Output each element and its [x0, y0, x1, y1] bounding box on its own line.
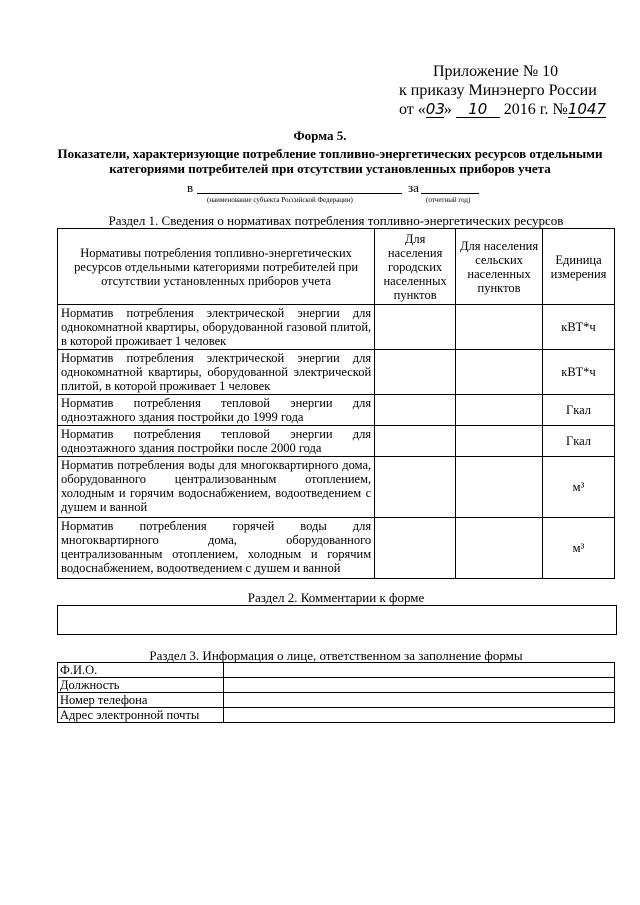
- order-number: 1047: [567, 100, 606, 118]
- table-header-row: [58, 229, 615, 305]
- urban-value-cell[interactable]: [375, 305, 456, 350]
- section3-title: Раздел 3. Информация о лице, ответственном за заполнение формы: [149, 648, 523, 663]
- table-row: [58, 395, 615, 426]
- table-row: [58, 457, 615, 518]
- date-month: 10: [456, 102, 500, 118]
- subject-caption: (наименование субъекта Российской Федерации): [207, 196, 353, 204]
- norm-name: Норматив потребления электрической энергии для однокомнатной квартиры, оборудованной газовой плитой, в которой проживает 1 человек: [58, 305, 375, 350]
- section2-title: Раздел 2. Комментарии к форме: [247, 590, 425, 605]
- rural-value-cell[interactable]: [456, 518, 543, 579]
- urban-value-cell[interactable]: [375, 518, 456, 579]
- form-title-line2: категориями потребителей при отсутствии установленных приборов учета: [109, 161, 551, 176]
- urban-value-cell[interactable]: [375, 395, 456, 426]
- col-header-norms: Нормативы потребления топливно-энергетических ресурсов отдельными категориями потребителей при отсутствии установленных приборов учета: [58, 229, 375, 305]
- urban-value-cell[interactable]: [375, 350, 456, 395]
- appendix-line2: к приказу Минэнерго России: [399, 82, 597, 99]
- rural-value-cell[interactable]: [456, 395, 543, 426]
- contact-label: Ф.И.О.: [58, 663, 224, 678]
- appendix-line1: Приложение № 10: [433, 63, 559, 80]
- contact-table: [57, 662, 615, 723]
- contact-label: Адрес электронной почты: [58, 708, 224, 723]
- appendix-block: [399, 62, 629, 119]
- col-header-unit: Единица измерения: [543, 229, 615, 305]
- subject-field[interactable]: [197, 193, 402, 194]
- unit-cell: м³: [543, 457, 615, 518]
- table-row: [58, 350, 615, 395]
- unit-cell: кВТ*ч: [543, 305, 615, 350]
- table-row: [58, 678, 615, 693]
- norm-name: Норматив потребления тепловой энергии для одноэтажного здания постройки после 2000 года: [58, 426, 375, 457]
- urban-value-cell[interactable]: [375, 426, 456, 457]
- unit-cell: Гкал: [543, 426, 615, 457]
- norm-name: Норматив потребления горячей воды для многоквартирного дома, оборудованного централизованным отоплением, холодным и горячим водоснабжением, водоотведением с душем и ванной: [58, 518, 375, 579]
- norm-name: Норматив потребления электрической энергии для однокомнатной квартиры, оборудованной электрической плитой, в которой проживает 1 человек: [58, 350, 375, 395]
- table-row: [58, 426, 615, 457]
- subject-prefix: в: [187, 180, 194, 195]
- contact-value-field[interactable]: [224, 663, 615, 678]
- contact-label: Номер телефона: [58, 693, 224, 708]
- date-year: 2016 г. №: [503, 101, 568, 118]
- contact-value-field[interactable]: [224, 708, 615, 723]
- comment-field[interactable]: [57, 605, 617, 635]
- col-header-urban: Для населения городских населенных пунктов: [375, 229, 456, 305]
- contact-value-field[interactable]: [224, 678, 615, 693]
- form-title: [40, 146, 620, 176]
- norms-table: [57, 228, 615, 579]
- contact-label: Должность: [58, 678, 224, 693]
- period-prefix: за: [408, 180, 419, 195]
- form-number: Форма 5.: [293, 128, 347, 143]
- table-row: [58, 693, 615, 708]
- contact-value-field[interactable]: [224, 693, 615, 708]
- rural-value-cell[interactable]: [456, 305, 543, 350]
- period-field[interactable]: [421, 193, 479, 194]
- unit-cell: кВТ*ч: [543, 350, 615, 395]
- form-title-line1: Показатели, характеризующие потребление топливно-энергетических ресурсов отдельными: [57, 146, 603, 161]
- norm-name: Норматив потребления воды для многоквартирного дома, оборудованного централизованным отоплением, холодным и горячим водоснабжением, водоотведением с душем и ванной: [58, 457, 375, 518]
- period-caption: (отчетный год): [426, 196, 471, 204]
- unit-cell: м³: [543, 518, 615, 579]
- unit-cell: Гкал: [543, 395, 615, 426]
- appendix-line3: от «03» 10 2016 г. №1047: [399, 100, 606, 118]
- rural-value-cell[interactable]: [456, 457, 543, 518]
- urban-value-cell[interactable]: [375, 457, 456, 518]
- section1-title: Раздел 1. Сведения о нормативах потребления топливно-энергетических ресурсов: [108, 213, 564, 228]
- col-header-rural: Для населения сельских населенных пунктов: [456, 229, 543, 305]
- table-row: [58, 708, 615, 723]
- rural-value-cell[interactable]: [456, 350, 543, 395]
- norm-name: Норматив потребления тепловой энергии для одноэтажного здания постройки до 1999 года: [58, 395, 375, 426]
- table-row: [58, 518, 615, 579]
- table-row: [58, 305, 615, 350]
- date-prefix: от «: [399, 101, 426, 118]
- table-row: [58, 663, 615, 678]
- date-day: 03: [425, 100, 445, 118]
- rural-value-cell[interactable]: [456, 426, 543, 457]
